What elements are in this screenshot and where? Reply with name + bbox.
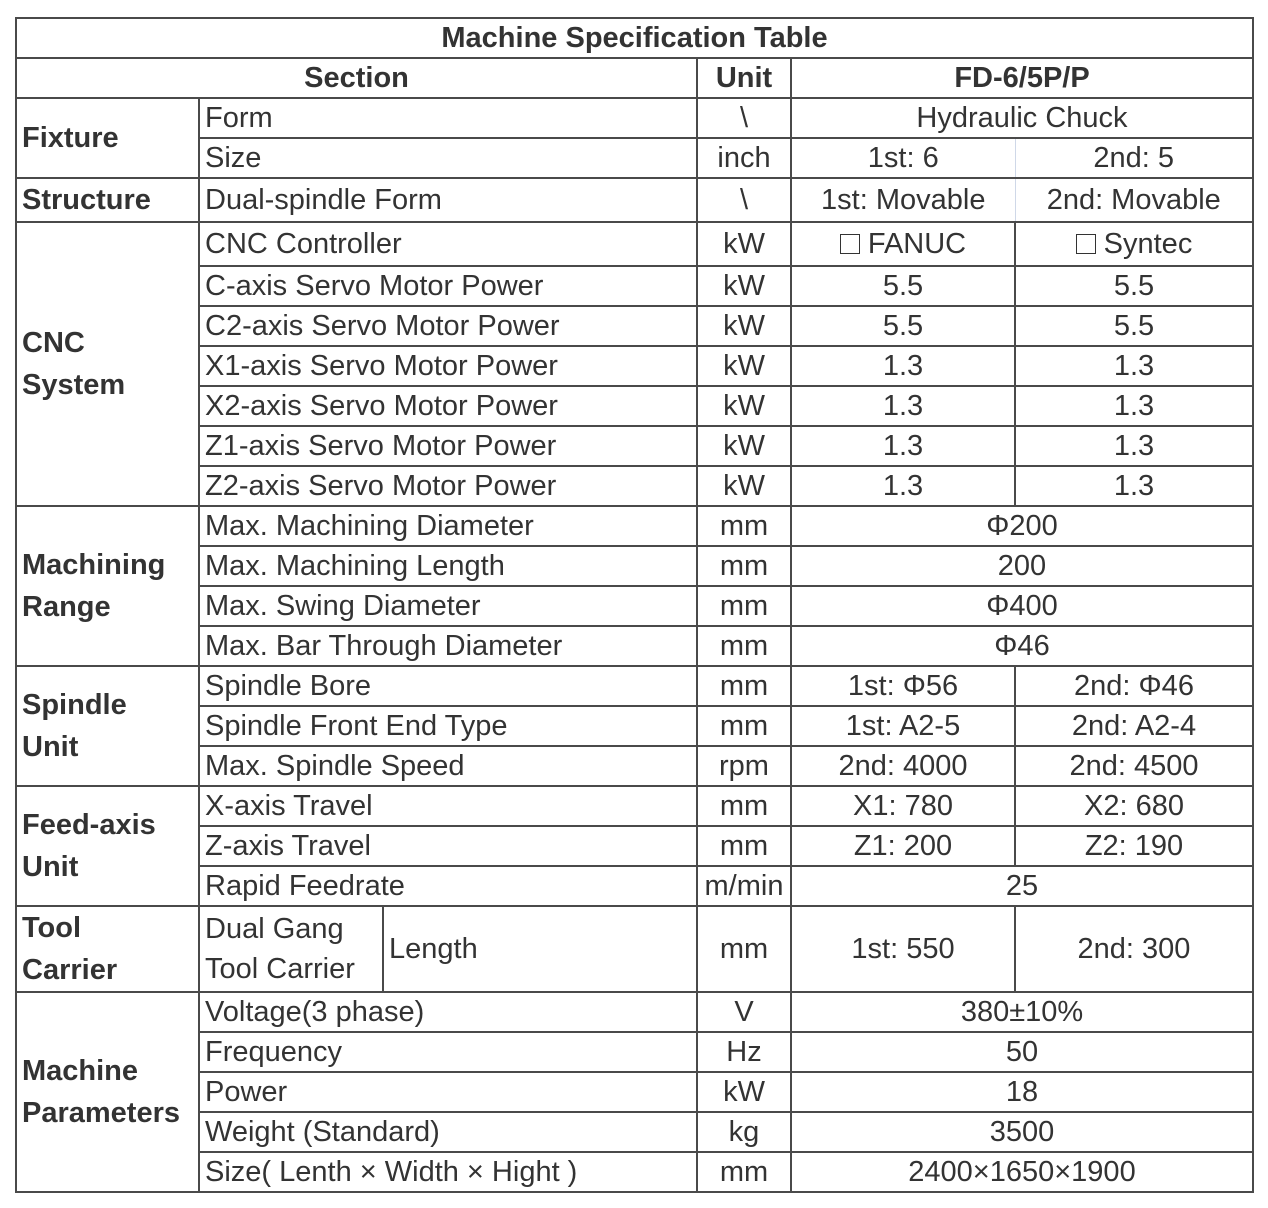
table-row (16, 306, 1253, 346)
unit-cell: kW (697, 1072, 791, 1112)
item-label: Z1-axis Servo Motor Power (199, 426, 697, 466)
value-cell-2 (1015, 222, 1253, 266)
checkbox-icon (840, 234, 860, 254)
section-spindle-line1: Spindle (22, 689, 127, 721)
section-spindle (16, 666, 199, 786)
value-cell-2: 1.3 (1015, 466, 1253, 506)
unit-cell: Hz (697, 1032, 791, 1072)
unit-cell: kW (697, 266, 791, 306)
unit-cell: kW (697, 222, 791, 266)
value-cell-1: 1st: Φ56 (791, 666, 1015, 706)
value-cell-1: 1.3 (791, 386, 1015, 426)
value-cell-2: 2nd: Movable (1015, 178, 1253, 222)
checkbox-icon (1076, 234, 1096, 254)
value-cell-1: 5.5 (791, 266, 1015, 306)
item-label: Voltage(3 phase) (199, 992, 697, 1032)
value-cell-1: 5.5 (791, 306, 1015, 346)
unit-cell: kW (697, 306, 791, 346)
unit-cell: kW (697, 346, 791, 386)
item-label: Size (199, 138, 697, 178)
syntec-label: Syntec (1103, 228, 1193, 260)
value-cell-2: 1.3 (1015, 346, 1253, 386)
item-label: X-axis Travel (199, 786, 697, 826)
section-cnc-line1: CNC (22, 327, 85, 359)
header-unit: Unit (697, 58, 791, 98)
tool-carrier-line1: Dual Gang (205, 913, 344, 945)
table-row (16, 426, 1253, 466)
value-cell: 3500 (791, 1112, 1253, 1152)
value-cell: Φ46 (791, 626, 1253, 666)
unit-cell: inch (697, 138, 791, 178)
fanuc-label: FANUC (867, 228, 967, 260)
header-model: FD-6/5P/P (791, 58, 1253, 98)
value-cell: 50 (791, 1032, 1253, 1072)
value-cell-1: 1st: 550 (791, 906, 1015, 992)
item-label: Max. Machining Length (199, 546, 697, 586)
section-fixture: Fixture (16, 98, 199, 178)
value-cell-1: 1st: Movable (791, 178, 1015, 222)
item-label: Max. Swing Diameter (199, 586, 697, 626)
value-cell-1: X1: 780 (791, 786, 1015, 826)
table-row (16, 546, 1253, 586)
value-cell-2: 2nd: 5 (1015, 138, 1253, 178)
value-cell-2: 1.3 (1015, 386, 1253, 426)
value-cell-2: 2nd: Φ46 (1015, 666, 1253, 706)
value-cell-2: 5.5 (1015, 306, 1253, 346)
table-row (16, 466, 1253, 506)
unit-cell: mm (697, 786, 791, 826)
table-row (16, 1072, 1253, 1112)
item-label: Z2-axis Servo Motor Power (199, 466, 697, 506)
item-label: Dual-spindle Form (199, 178, 697, 222)
item-label: C2-axis Servo Motor Power (199, 306, 697, 346)
table-row (16, 346, 1253, 386)
value-cell: 380±10% (791, 992, 1253, 1032)
item-label: Z-axis Travel (199, 826, 697, 866)
item-label: Spindle Bore (199, 666, 697, 706)
item-label: Form (199, 98, 697, 138)
item-label: X1-axis Servo Motor Power (199, 346, 697, 386)
unit-cell: mm (697, 826, 791, 866)
unit-cell: mm (697, 626, 791, 666)
table-title: Machine Specification Table (16, 18, 1253, 58)
unit-cell: kW (697, 466, 791, 506)
table-row (16, 222, 1253, 266)
unit-cell: mm (697, 546, 791, 586)
unit-cell: mm (697, 906, 791, 992)
table-row (16, 586, 1253, 626)
table-row (16, 1112, 1253, 1152)
item-label: Max. Spindle Speed (199, 746, 697, 786)
section-params-line2: Parameters (22, 1097, 180, 1129)
table-row (16, 178, 1253, 222)
item-label: Rapid Feedrate (199, 866, 697, 906)
tool-carrier-line2: Tool Carrier (205, 953, 355, 985)
table-row (16, 826, 1253, 866)
table-row (16, 666, 1253, 706)
unit-cell: mm (697, 506, 791, 546)
section-feed-line1: Feed-axis (22, 809, 156, 841)
value-cell: 18 (791, 1072, 1253, 1112)
table-row (16, 992, 1253, 1032)
table-row (16, 626, 1253, 666)
section-spindle-line2: Unit (22, 731, 79, 763)
item-label: X2-axis Servo Motor Power (199, 386, 697, 426)
value-cell-2: 2nd: 300 (1015, 906, 1253, 992)
value-cell-1: 1st: 6 (791, 138, 1015, 178)
value-cell-1: Z1: 200 (791, 826, 1015, 866)
value-cell: 25 (791, 866, 1253, 906)
table-row (16, 386, 1253, 426)
value-cell-1: 1st: A2-5 (791, 706, 1015, 746)
sub-item-label: Length (383, 906, 697, 992)
value-cell-2: 2nd: 4500 (1015, 746, 1253, 786)
unit-cell: m/min (697, 866, 791, 906)
header-section: Section (16, 58, 697, 98)
item-label: Max. Bar Through Diameter (199, 626, 697, 666)
item-label: Weight (Standard) (199, 1112, 697, 1152)
header-row (16, 58, 1253, 98)
unit-cell: kg (697, 1112, 791, 1152)
section-tool-line2: Carrier (22, 954, 118, 986)
table-row (16, 746, 1253, 786)
table-row (16, 706, 1253, 746)
title-row (16, 18, 1253, 58)
unit-cell: \ (697, 98, 791, 138)
table-row (16, 906, 1253, 992)
section-tool (16, 906, 199, 992)
unit-cell: mm (697, 706, 791, 746)
table-row (16, 1032, 1253, 1072)
section-tool-line1: Tool (22, 912, 82, 944)
item-label: C-axis Servo Motor Power (199, 266, 697, 306)
value-cell: Hydraulic Chuck (791, 98, 1253, 138)
section-params-line1: Machine (22, 1055, 139, 1087)
value-cell-1: 1.3 (791, 466, 1015, 506)
unit-cell: mm (697, 666, 791, 706)
table-row (16, 506, 1253, 546)
section-feed (16, 786, 199, 906)
value-cell-2: Z2: 190 (1015, 826, 1253, 866)
section-params (16, 992, 199, 1192)
table-row (16, 866, 1253, 906)
section-machining-line1: Machining (22, 549, 166, 581)
value-cell-2: 1.3 (1015, 426, 1253, 466)
unit-cell: rpm (697, 746, 791, 786)
value-cell-2: 2nd: A2-4 (1015, 706, 1253, 746)
section-machining-line2: Range (22, 591, 111, 623)
section-cnc (16, 222, 199, 506)
unit-cell: mm (697, 1152, 791, 1192)
value-cell: 200 (791, 546, 1253, 586)
value-cell: Φ200 (791, 506, 1253, 546)
table-row (16, 98, 1253, 138)
section-machining (16, 506, 199, 666)
value-cell: Φ400 (791, 586, 1253, 626)
unit-cell: kW (697, 386, 791, 426)
value-cell: 2400×1650×1900 (791, 1152, 1253, 1192)
item-label: Size( Lenth × Width × Hight ) (199, 1152, 697, 1192)
value-cell-2: 5.5 (1015, 266, 1253, 306)
table-row (16, 138, 1253, 178)
spec-table (15, 17, 1254, 1193)
item-label (199, 906, 383, 992)
section-feed-line2: Unit (22, 851, 79, 883)
item-label: Max. Machining Diameter (199, 506, 697, 546)
value-cell-1: 2nd: 4000 (791, 746, 1015, 786)
unit-cell: mm (697, 586, 791, 626)
value-cell-1: 1.3 (791, 346, 1015, 386)
item-label: CNC Controller (199, 222, 697, 266)
table-row (16, 266, 1253, 306)
item-label: Power (199, 1072, 697, 1112)
value-cell-1: 1.3 (791, 426, 1015, 466)
table-row (16, 1152, 1253, 1192)
item-label: Frequency (199, 1032, 697, 1072)
unit-cell: \ (697, 178, 791, 222)
value-cell-1 (791, 222, 1015, 266)
section-cnc-line2: System (22, 369, 126, 401)
value-cell-2: X2: 680 (1015, 786, 1253, 826)
table-row (16, 786, 1253, 826)
unit-cell: kW (697, 426, 791, 466)
section-structure: Structure (16, 178, 199, 222)
unit-cell: V (697, 992, 791, 1032)
item-label: Spindle Front End Type (199, 706, 697, 746)
